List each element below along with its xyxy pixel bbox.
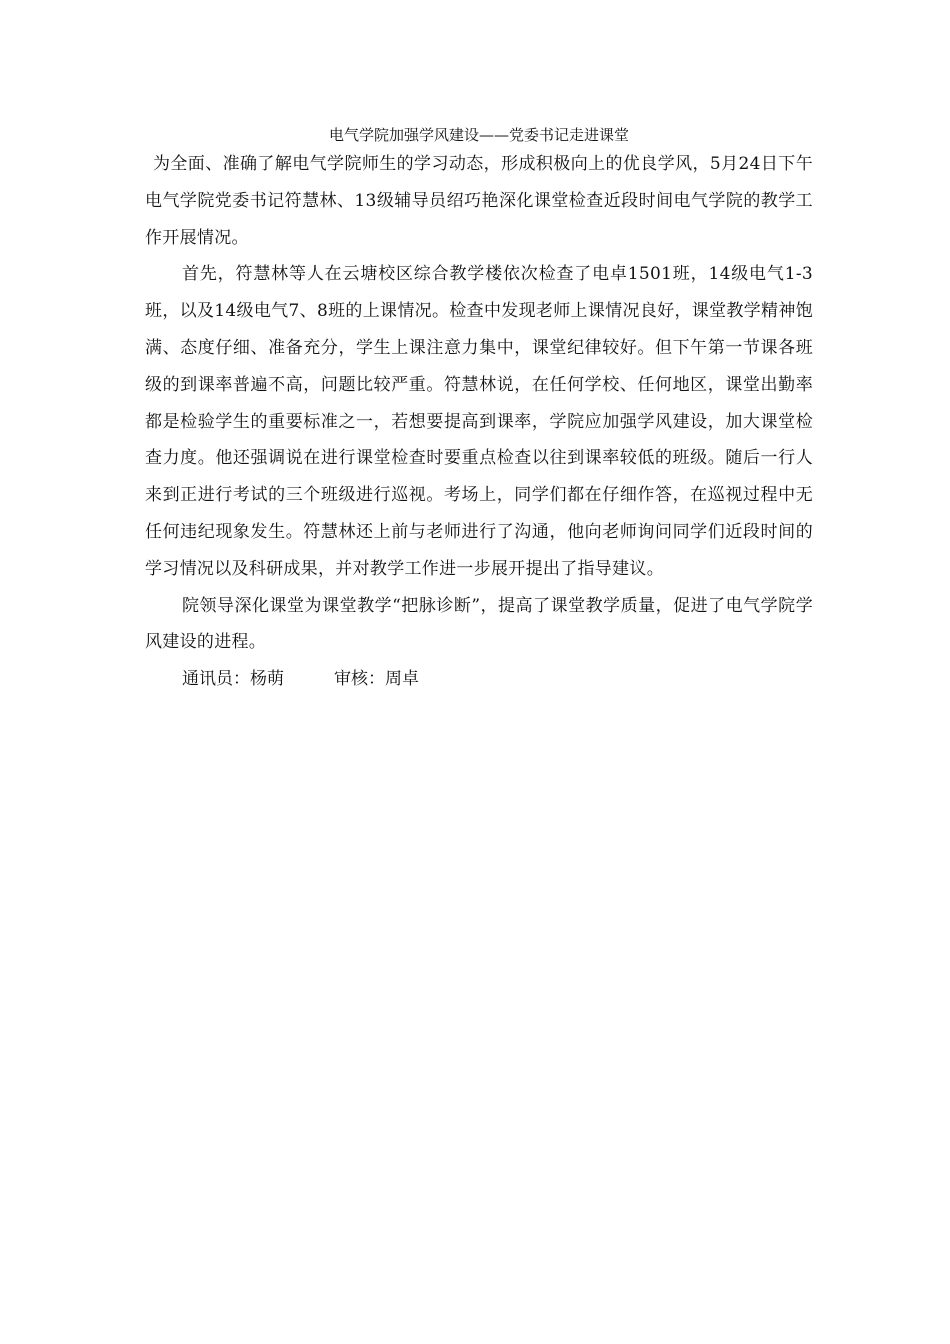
- article-footer: [145, 661, 813, 698]
- article-title: 电气学院加强学风建设——党委书记走进课堂: [328, 126, 629, 144]
- reviewer-credit: 审核：周卓: [334, 669, 419, 690]
- correspondent-credit: 通讯员：杨萌: [182, 669, 284, 690]
- paragraph-inspection: 首先，符慧林等人在云塘校区综合教学楼依次检查了电卓1501班，14级电气1-3班，以及14级电气7、8班的上课情况。检查中发现老师上课情况良好，课堂教学精神饱满、态度仔细、准备充分，学生上课注意力集中，课堂纪律较好。但下午第一节课各班级的到课率普遍不高，问题比较严重。符慧林说，在任何学校、任何地区，课堂出勤率都是检验学生的重要标准之一，若想要提高到课率，学院应加强学风建设，加大课堂检查力度。他还强调说在进行课堂检查时要重点检查以往到课率较低的班级。随后一行人来到正进行考试的三个班级进行巡视。考场上，同学们都在仔细作答，在巡视过程中无任何违纪现象发生。符慧林还上前与老师进行了沟通，他向老师询问同学们近段时间的学习情况以及科研成果，并对教学工作进一步展开提出了指导建议。: [145, 264, 813, 579]
- paragraph-intro: 为全面、准确了解电气学院师生的学习动态，形成积极向上的优良学风，5月24日下午电气学院党委书记符慧林、13级辅导员绍巧艳深化课堂检查近段时间电气学院的教学工作开展情况。: [145, 154, 813, 248]
- article-body: [145, 124, 813, 698]
- paragraph-conclusion: 院领导深化课堂为课堂教学“把脉诊断”，提高了课堂教学质量，促进了电气学院学风建设的进程。: [145, 595, 813, 653]
